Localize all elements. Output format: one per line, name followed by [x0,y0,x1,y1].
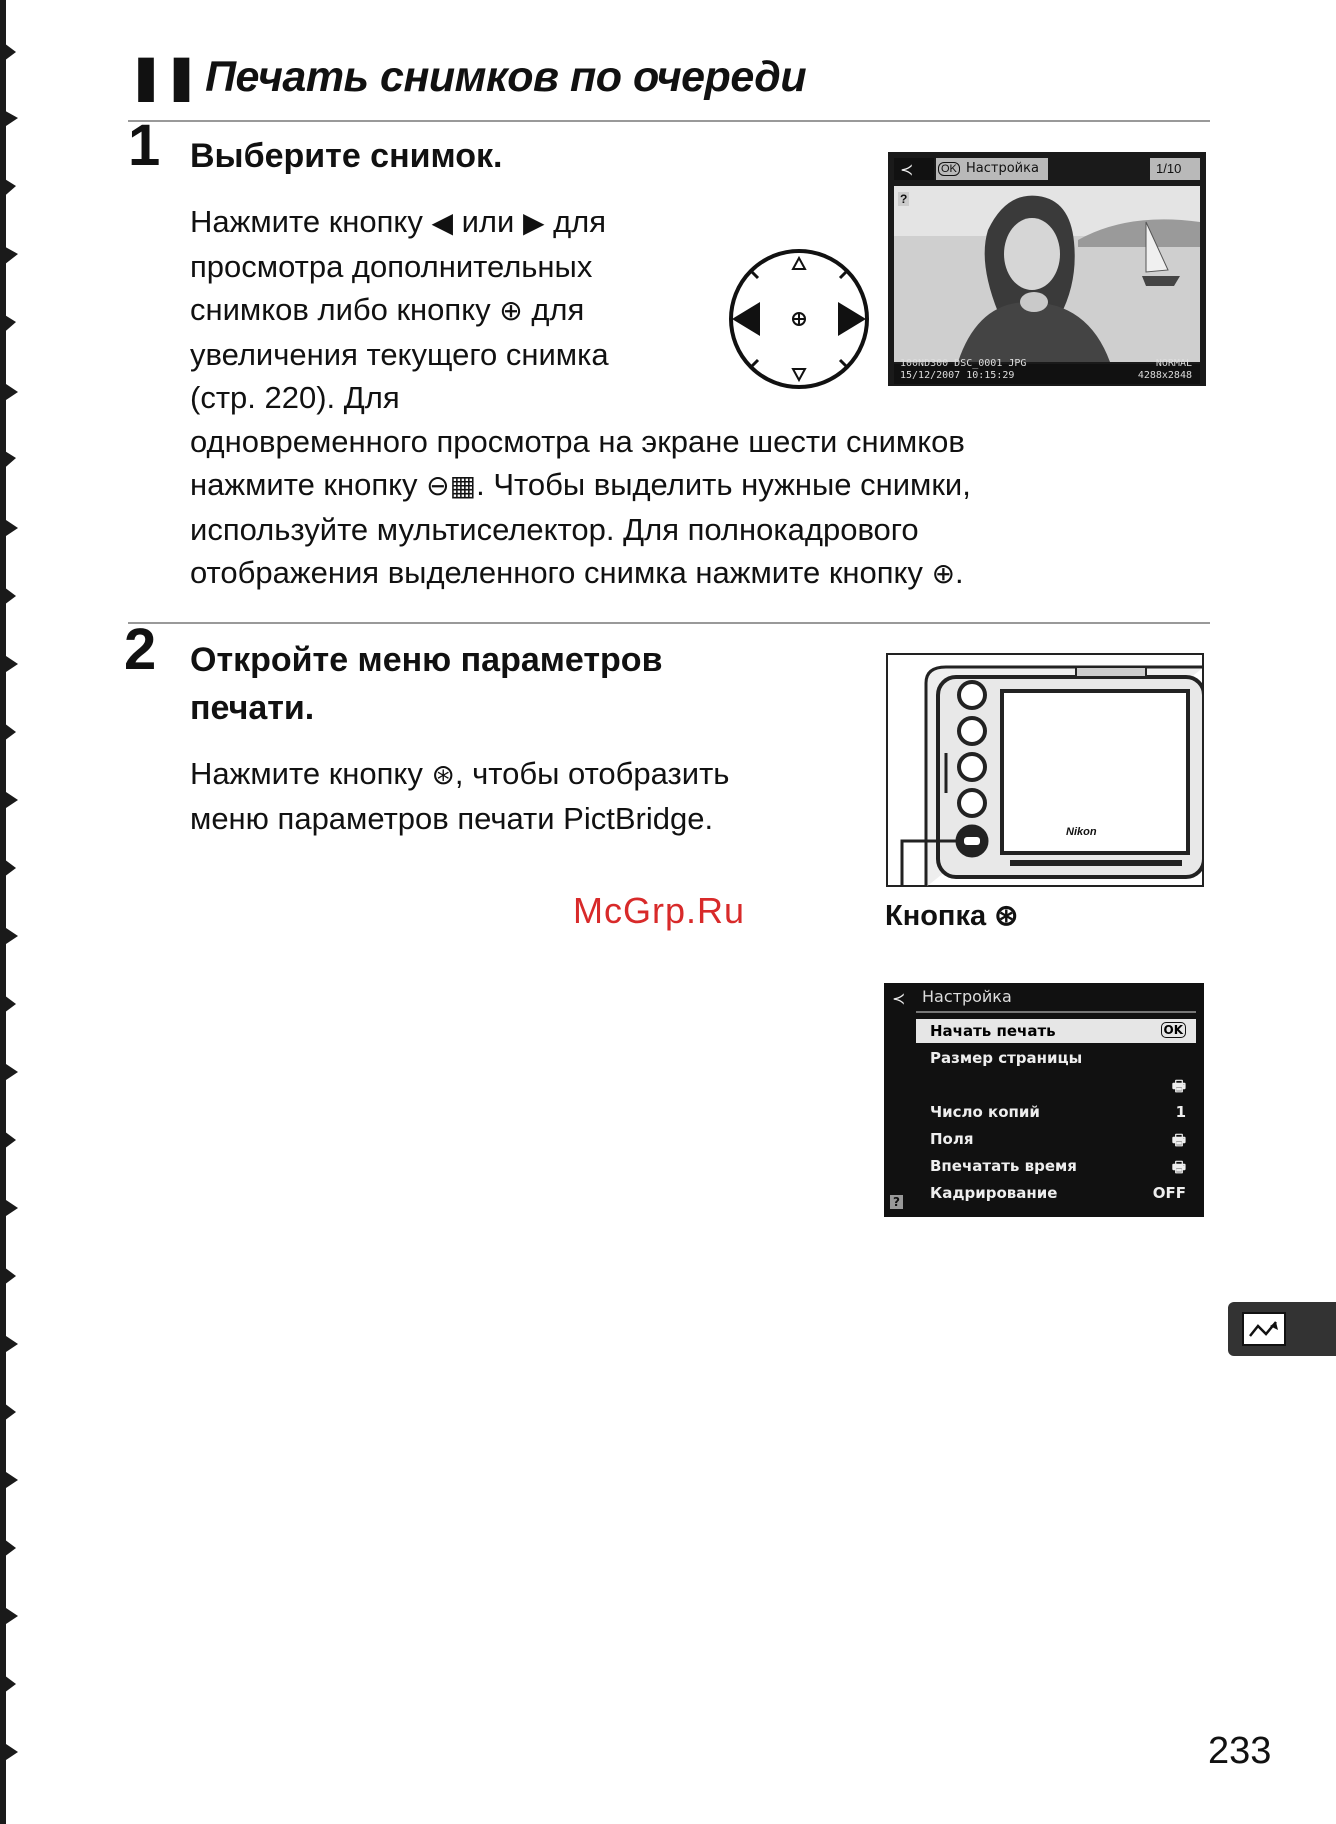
right-arrow-icon: ▶ [522,207,545,238]
binding-edge [0,0,22,1824]
step-1-title: Выберите снимок. [190,137,503,175]
section-heading [128,52,806,102]
multi-selector-icon [728,248,870,390]
step-2-body [190,752,729,840]
step-1-line-2: просмотра дополнительных [190,248,593,284]
step-1-line-6: одновременного просмотра на экране шести снимков [190,423,965,459]
ok-button-caption: Кнопка ⊛ [885,900,1019,932]
menu-item-page-size[interactable]: Размер страницы [930,1049,1083,1067]
step-divider [128,622,1210,624]
step-1-number: 1 [128,113,161,178]
printer-default-icon: 🖶 [1171,1158,1186,1176]
step-2-line-2: меню параметров печати PictBridge. [190,800,714,836]
left-arrow-icon: ◀ [431,207,453,238]
image-size-info: 4288x2848 [1137,370,1192,381]
help-icon: ? [900,192,908,206]
zoom-in-icon: ⊕ [931,558,956,589]
file-info: 100ND300 DSC_0001 JPG [900,358,1027,369]
step-2-number: 2 [124,617,157,682]
menu-item-time-stamp[interactable]: Впечатать время 🖶 [916,1154,1196,1178]
step-2-title-line-1: Откройте меню параметров [190,641,663,679]
heading-rule [128,120,1210,122]
page-number: 233 [1208,1730,1272,1772]
printer-default-icon: 🖶 [1171,1131,1186,1149]
step-1-line-1: Нажмите кнопку ◀ или ▶ для [190,200,971,245]
playback-screen [888,152,1206,386]
lcd-menu-label: Настройка [966,161,1039,176]
watermark: McGrp.Ru [573,890,746,931]
menu-title-rule [916,1011,1196,1013]
menu-title: Настройка [922,987,1012,1006]
camera-brand: Nikon [1066,826,1097,838]
menu-item-page-size-value [916,1073,1196,1097]
menu-item-cropping[interactable]: Кадрирование OFF [930,1184,1186,1202]
heading-text: Печать снимков по очереди [205,53,807,101]
playback-mode-icon: ≺ [900,162,914,179]
connection-icon [1242,1312,1286,1346]
menu-item-start-print[interactable]: Начать печать OK [916,1019,1196,1043]
frame-counter: 1/10 [1156,161,1182,176]
thumbnail-zoom-out-icon: ⊖▦ [426,470,477,501]
step-1-line-5: (стр. 220). Для [190,380,400,415]
step-2-title [190,636,662,732]
playback-mode-icon: ≺ [892,989,906,1008]
step-1-line-8: используйте мультиселектор. Для полнокадрового [190,511,919,547]
zoom-in-icon: ⊕ [499,295,523,326]
camera-back-illustration [886,653,1204,887]
date-time-info: 15/12/2007 10:15:29 [900,370,1015,381]
printer-default-icon: 🖶 [1171,1077,1186,1095]
pictbridge-menu-screen [884,983,1204,1217]
ok-button-icon: ⊛ [431,759,455,790]
quality-info: NORMAL [1155,358,1192,369]
step-1-line-4: увеличения текущего снимка [190,336,609,372]
heading-bars: ❚❚ [128,53,200,101]
portrait-photo [888,152,1206,386]
help-icon: ? [890,1195,903,1209]
step-1-line-7: нажмите кнопку ⊖▦. Чтобы выделить нужные снимки, [190,463,971,508]
menu-item-copies[interactable]: Число копий 1 [930,1103,1186,1121]
ok-badge: OK [1161,1022,1187,1038]
step-2-title-line-2: печати. [190,689,315,727]
step-1-line-9: отображения выделенного снимка нажмите кнопку ⊕. [190,551,971,596]
ok-badge: OK [938,162,960,176]
step-1-line-3: снимков либо кнопку ⊕ для [190,288,971,333]
menu-item-border[interactable]: Поля 🖶 [916,1127,1196,1151]
step-2-line-1: Нажмите кнопку ⊛, чтобы отобразить [190,752,729,797]
chapter-tab [1228,1302,1336,1356]
